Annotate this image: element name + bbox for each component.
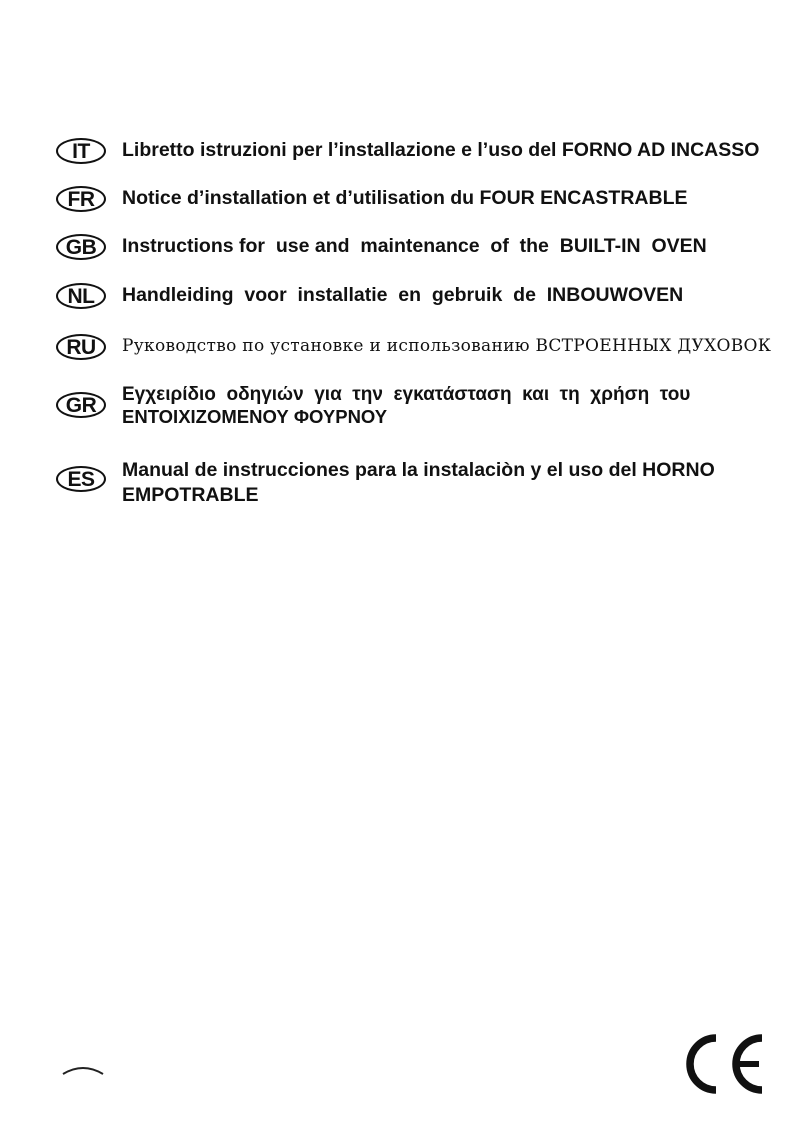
decorative-arc [60,1062,106,1082]
language-title-gb [122,235,802,258]
title-line: ΕΝΤΟΙΧΙΖΟΜΕΝΟΥ ΦΟΥΡΝΟΥ [122,406,388,427]
title-line: Instructions for use and maintenance of the BUILT-IN OVEN [122,235,707,257]
title-line: Handleiding voor installatie en gebruik de INBOUWOVEN [122,284,684,306]
language-badge-ru: RU [56,334,106,360]
title-line: Εγχειρίδιο οδηγιών για την εγκατάσταση και τη χρήση του [122,384,691,405]
title-line: Manual de instrucciones para la instalaciòn y el uso del HORNO [122,459,715,481]
language-title-it [122,139,802,162]
language-badge-fr: FR [56,186,106,212]
language-row-es [56,458,802,508]
language-row-gr [56,384,802,428]
language-badge-es: ES [56,466,106,492]
language-row-ru [56,335,802,360]
language-title-nl [122,284,802,307]
title-line: Notice d’installation et d’utilisation du FOUR ENCASTRABLE [122,187,688,209]
title-line: Libretto istruzioni per l’installazione e l’uso del FORNO AD INCASSO [122,139,760,161]
ce-mark-icon [680,1032,766,1096]
title-line: EMPOTRABLE [122,484,259,506]
language-title-es [122,458,802,508]
title-line: Руководство по установке и использованию ВСТРОЕННЫХ ДУХОВОК [122,336,772,356]
language-row-fr [56,187,802,212]
language-row-nl [56,284,802,309]
language-title-ru [122,335,802,358]
language-title-fr [122,187,802,210]
language-row-gb [56,235,802,260]
language-badge-gb: GB [56,234,106,260]
language-badge-nl: NL [56,283,106,309]
language-title-gr [122,384,802,428]
language-badge-it: IT [56,138,106,164]
language-badge-gr: GR [56,392,106,418]
language-row-it [56,139,802,164]
